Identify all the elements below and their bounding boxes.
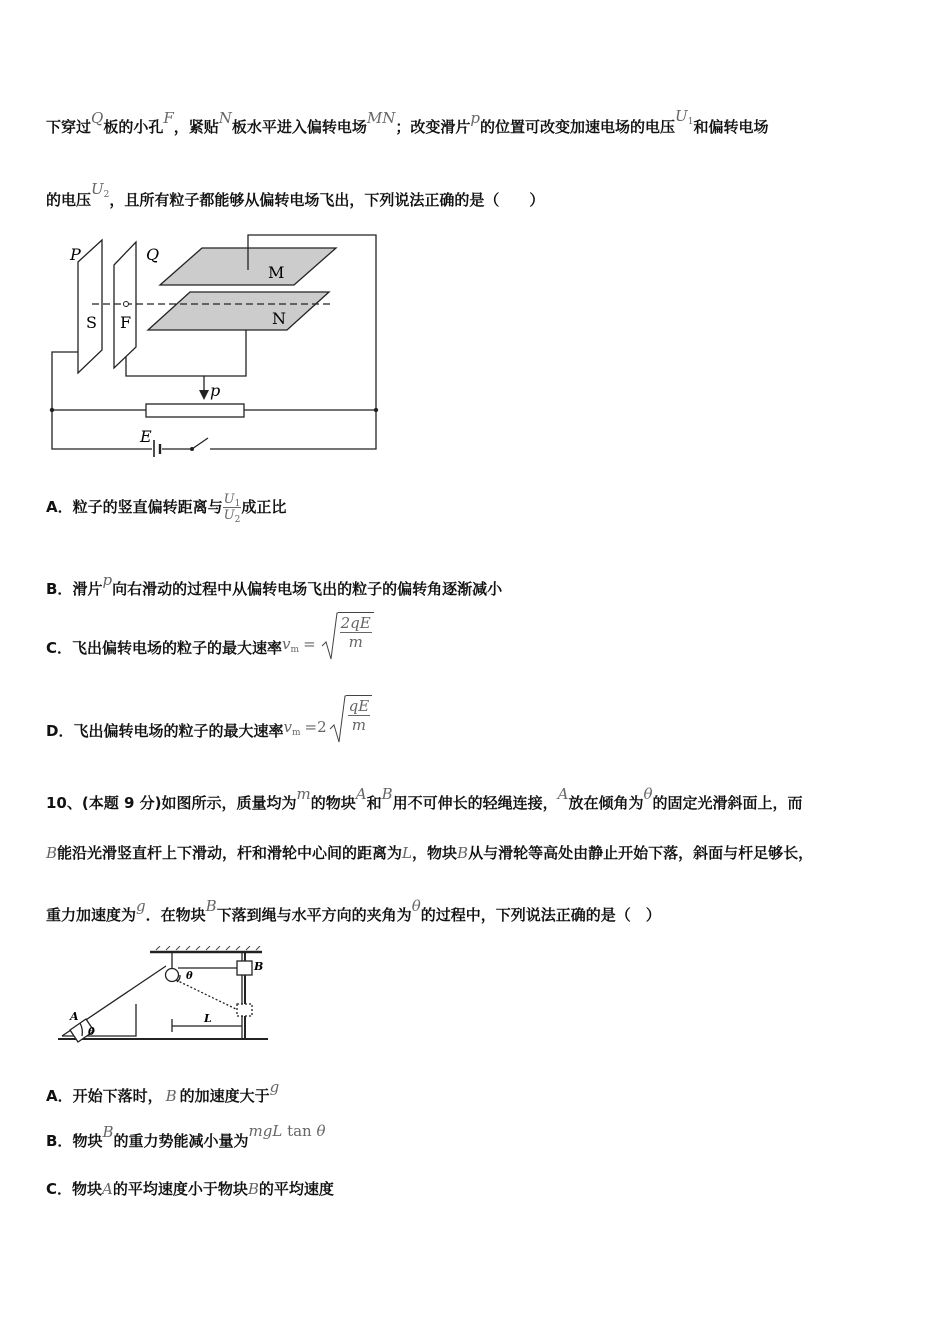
var-q: Q — [91, 109, 104, 127]
var-mn: MN — [366, 109, 396, 127]
var-b: B — [165, 1087, 177, 1105]
q9-option-c[interactable]: C．飞出偏转电场的粒子的最大速率$v_m$ = $\frac{2qE}{m}$ — [46, 612, 374, 662]
q10-option-a[interactable]: A．开始下落时， B 的加速度大于g — [46, 1078, 280, 1105]
sqrt-qe-over-m: $\frac{qE}{m}$ — [328, 695, 373, 745]
label-hole-s: S — [86, 313, 97, 332]
var-p: p — [102, 571, 113, 589]
var-u2: $U_2$ — [91, 180, 110, 200]
q10-stem-line-3: 重力加速度为g．在物块B下落到绳与水平方向的夹角为θ的过程中，下列说法正确的是（ ） — [46, 897, 661, 924]
var-theta: θ — [643, 785, 653, 803]
var-g: g — [136, 897, 146, 915]
var-m: m — [296, 785, 311, 803]
label-hole-f: F — [120, 313, 132, 332]
var-u1: $U_1$ — [675, 107, 694, 127]
var-vm: $v_m$ — [283, 718, 301, 738]
sqrt-2qe-over-m: $\frac{2qE}{m}$ — [320, 612, 374, 662]
q9-option-b[interactable]: B．滑片p向右滑动的过程中从偏转电场飞出的粒子的偏转角逐渐减小 — [46, 571, 503, 598]
label-block-b: B — [254, 960, 264, 973]
label-plate-q: Q — [146, 245, 160, 264]
label-theta-pulley: θ — [186, 971, 193, 982]
var-p: p — [470, 109, 481, 127]
label-plate-n: N — [272, 309, 286, 328]
label-theta-incline: θ — [88, 1027, 95, 1038]
label-plate-p: P — [70, 245, 81, 264]
label-slider-p: p — [210, 381, 221, 400]
var-a: A — [355, 785, 367, 803]
label-block-a: A — [70, 1010, 79, 1023]
var-a: A — [557, 785, 569, 803]
var-g: g — [269, 1078, 280, 1096]
q9-circuit-diagram — [44, 232, 384, 457]
var-b: B — [102, 1123, 114, 1141]
q10-option-b[interactable]: B．物块B的重力势能减小量为mgL tan θ — [46, 1122, 326, 1150]
label-distance-l: L — [204, 1012, 212, 1025]
q9-option-a[interactable]: A．粒子的竖直偏转距离与 $\frac{U_1}{U_2}$ 成正比 — [46, 492, 287, 525]
q9-stem-line-2: 的电压$U_2$，且所有粒子都能够从偏转电场飞出，下列说法正确的是（ ） — [46, 180, 545, 209]
var-a: A — [102, 1180, 113, 1198]
q10-stem-line-2: B能沿光滑竖直杆上下滑动，杆和滑轮中心间的距离为L，物块B从与滑轮等高处由静止开始下落，斜面与杆足够长， — [46, 844, 814, 862]
var-vm: $v_m$ — [282, 635, 300, 655]
q10-incline-pulley-diagram — [56, 946, 270, 1046]
var-f: F — [163, 109, 174, 127]
q9-stem-line-1: 下穿过Q板的小孔F，紧贴N板水平进入偏转电场MN；改变滑片p的位置可改变加速电场的电压$U_1$和偏转电场 — [46, 107, 769, 136]
var-b: B — [205, 897, 217, 915]
q10-stem-line-1: 10、(本题 9 分)如图所示，质量均为m的物块A和B用不可伸长的轻绳连接，A放在倾角为θ的固定光滑斜面上，而 — [46, 785, 803, 812]
var-n: N — [218, 109, 232, 127]
expr-mgl-tan-theta: mgL tan θ — [248, 1122, 326, 1140]
var-l: L — [402, 844, 413, 862]
label-battery-e: E — [140, 427, 152, 446]
fraction-u1-u2: $\frac{U_1}{U_2}$ — [223, 492, 241, 525]
label-plate-m: M — [268, 263, 285, 282]
q9-option-d[interactable]: D．飞出偏转电场的粒子的最大速率$v_m =2$ $\frac{qE}{m}$ — [46, 695, 372, 745]
var-b: B — [46, 844, 58, 862]
var-b: B — [381, 785, 393, 803]
q10-option-c[interactable]: C．物块A的平均速度小于物块B的平均速度 — [46, 1180, 334, 1198]
var-b: B — [247, 1180, 259, 1198]
var-theta: θ — [411, 897, 421, 915]
var-b: B — [457, 844, 469, 862]
